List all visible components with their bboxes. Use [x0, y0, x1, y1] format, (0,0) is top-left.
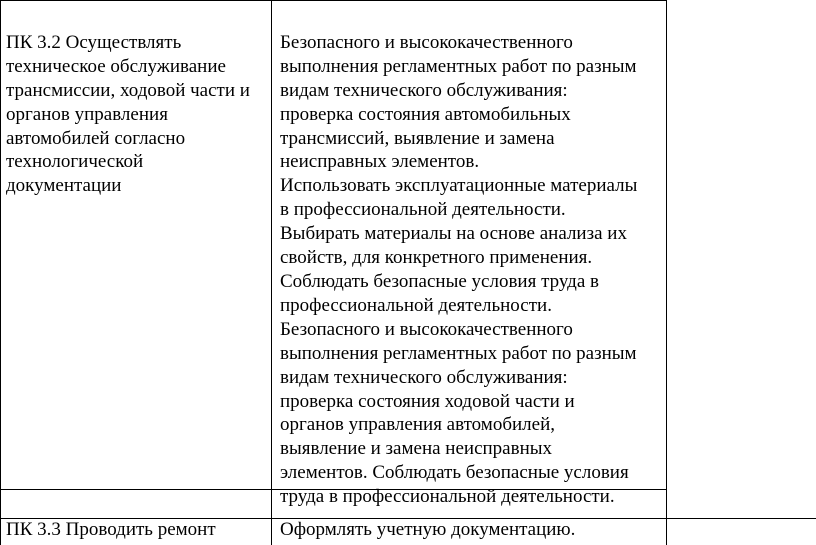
row2-skills-cell	[280, 494, 664, 542]
row2-competency-cell	[6, 494, 266, 542]
row1-skills-text: Безопасного и высококачественного выполнения регламентных работ по разным видам технического обслуживания: проверка состояния автомобильных трансмиссий, выявление и замена неисправных элементов. Использовать эксплуатационные материалы в профессиональной деятельности. Выбирать материалы на основе анализа их свойств, для конкретного применения. Соблюдать безопасные условия труда в профессиональной деятельности. Безопасного и высококачественного выполнения регламентных работ по разным видам технического обслуживания: проверка состояния ходовой части и органов управления автомобилей, выявление и замена неисправных элементов. Соблюдать безопасные условия труда в профессиональной деятельности.	[280, 31, 638, 508]
column-divider-1	[271, 0, 272, 545]
row2-skills-text: Оформлять учетную документацию.	[280, 518, 576, 540]
column-divider-2	[666, 0, 667, 545]
table-border-top	[0, 0, 667, 1]
row1-competency-text: ПК 3.2 Осуществлять техническое обслуживание трансмиссии, ходовой части и органов управления автомобилей согласно технологической документации	[6, 31, 250, 197]
row1-skills-cell	[280, 7, 664, 509]
table-border-left	[0, 0, 1, 545]
row1-competency-cell	[6, 7, 266, 198]
row2-competency-text: ПК 3.3 Проводить ремонт	[6, 518, 216, 540]
